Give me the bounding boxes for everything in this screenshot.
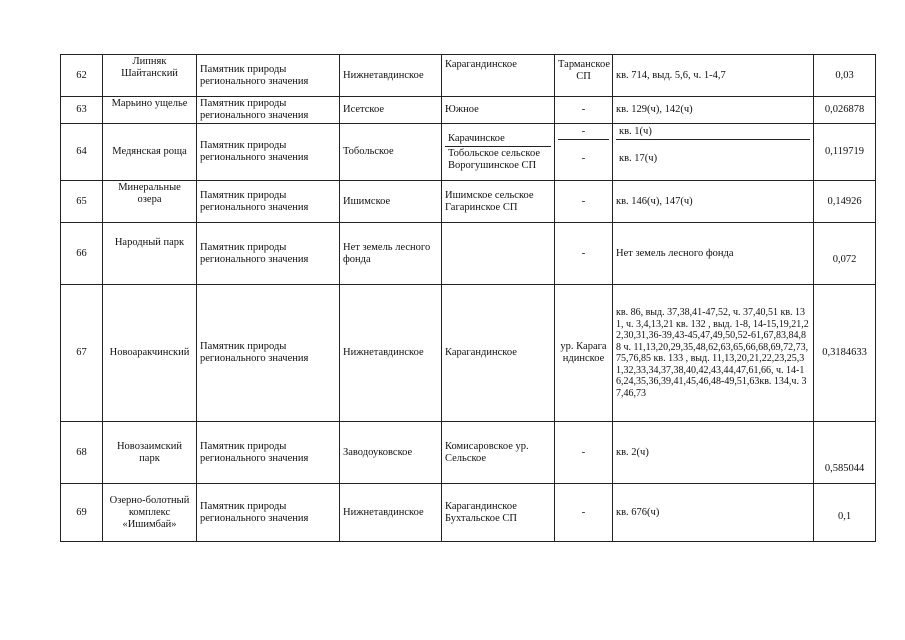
area-value: 0,026878 [814, 97, 876, 124]
table-row [61, 181, 876, 223]
district-forestry: Южное [442, 97, 555, 124]
table-row [61, 55, 876, 97]
table-row [61, 124, 876, 181]
object-category: Памятник природы регионального значения [197, 55, 340, 97]
area-value: 0,1 [814, 484, 876, 542]
district-forestry: Карагандинское [442, 55, 555, 97]
quarters: кв. 676(ч) [613, 484, 814, 542]
area-value: 0,072 [814, 223, 876, 285]
row-number: 69 [61, 484, 103, 542]
row-number: 62 [61, 55, 103, 97]
object-category: Памятник природы регионального значения [197, 124, 340, 181]
forestry-name: Нижнетавдинское [340, 484, 442, 542]
object-category: Памятник природы регионального значения [197, 422, 340, 484]
quarters: кв. 2(ч) [613, 422, 814, 484]
forestry-name: Исетское [340, 97, 442, 124]
object-name: Новозаимский парк [103, 422, 197, 484]
quarters-a: кв. 1(ч) [619, 126, 652, 137]
sub-district-a: - [581, 126, 586, 137]
object-name: Народный парк [103, 223, 197, 285]
area-value: 0,14926 [814, 181, 876, 223]
row-number: 64 [61, 124, 103, 181]
object-name: Липняк Шайтанский [103, 55, 197, 97]
district-forestry: Карагандинское [442, 285, 555, 422]
object-category: Памятник природы регионального значения [197, 223, 340, 285]
district-forestry: Ишимское сельское Гагаринское СП [442, 181, 555, 223]
object-category: Памятник природы регионального значения [197, 285, 340, 422]
sub-district: - [555, 181, 613, 223]
row-number: 68 [61, 422, 103, 484]
row-number: 67 [61, 285, 103, 422]
area-value: 0,585044 [814, 422, 876, 484]
forestry-name: Нижнетавдинское [340, 285, 442, 422]
forestry-name: Нет земель лесного фонда [340, 223, 442, 285]
object-name: Новоаракчинский [103, 285, 197, 422]
area-value: 0,03 [814, 55, 876, 97]
protected-areas-table [60, 54, 876, 542]
area-value: 0,3184633 [814, 285, 876, 422]
quarters: кв. 129(ч), 142(ч) [613, 97, 814, 124]
sub-district: Тарманское СП [555, 55, 613, 97]
sub-district: - [555, 97, 613, 124]
forestry-name: Нижнетавдинское [340, 55, 442, 97]
quarters: Нет земель лесного фонда [613, 223, 814, 285]
district-forestry-a: Карачинское [448, 132, 505, 144]
quarters: кв. 714, выд. 5,6, ч. 1-4,7 [613, 55, 814, 97]
row-number: 66 [61, 223, 103, 285]
sub-district-b: - [558, 139, 609, 179]
table-row [61, 97, 876, 124]
object-category: Памятник природы регионального значения [197, 97, 340, 124]
district-forestry [442, 223, 555, 285]
district-forestry-b: Тобольское сельское Ворогушинское СП [445, 146, 551, 173]
quarters: кв. 86, выд. 37,38,41-47,52, ч. 37,40,51 кв. 131, ч. 3,4,13,21 кв. 132 , выд. 1-8, 14-15,19,21,22,30,31,36-39,43-45,47,49,50,52-61,67,83,84,88 ч. 11,13,20,29,35,48,62,63,65,66,68,69,72,73,75,76,85 кв. 133 , выд. 11,13,20,21,22,23,25,31,32,33,34,37,38,40,42,43,44,47,61,66, ч. 14-16,24,35,36,39,41,45,46,48-49,51,63кв. 134,ч. 37,46,73 [613, 285, 814, 422]
forestry-name: Заводоуковское [340, 422, 442, 484]
quarters-cell [613, 124, 814, 181]
district-forestry: Карагандинское Бухтальское СП [442, 484, 555, 542]
quarters: кв. 146(ч), 147(ч) [613, 181, 814, 223]
district-forestry: Комисаровское ур. Сельское [442, 422, 555, 484]
table-row [61, 285, 876, 422]
sub-district: - [555, 223, 613, 285]
sub-district: - [555, 484, 613, 542]
sub-district: ур. Карагандинское [555, 285, 613, 422]
object-name: Марьино ущелье [103, 97, 197, 124]
object-name: Озерно-болотный комплекс «Ишимбай» [103, 484, 197, 542]
sub-district: - [555, 422, 613, 484]
row-number: 63 [61, 97, 103, 124]
table-row [61, 422, 876, 484]
quarters-b: кв. 17(ч) [616, 139, 810, 179]
object-category: Памятник природы регионального значения [197, 484, 340, 542]
object-category: Памятник природы регионального значения [197, 181, 340, 223]
table-row [61, 484, 876, 542]
sub-district-cell [555, 124, 613, 181]
district-forestry-cell [442, 124, 555, 181]
table-row [61, 223, 876, 285]
row-number: 65 [61, 181, 103, 223]
forestry-name: Ишимское [340, 181, 442, 223]
object-name: Минеральные озера [103, 181, 197, 223]
area-value: 0,119719 [814, 124, 876, 181]
object-name: Медянская роща [103, 124, 197, 181]
forestry-name: Тобольское [340, 124, 442, 181]
